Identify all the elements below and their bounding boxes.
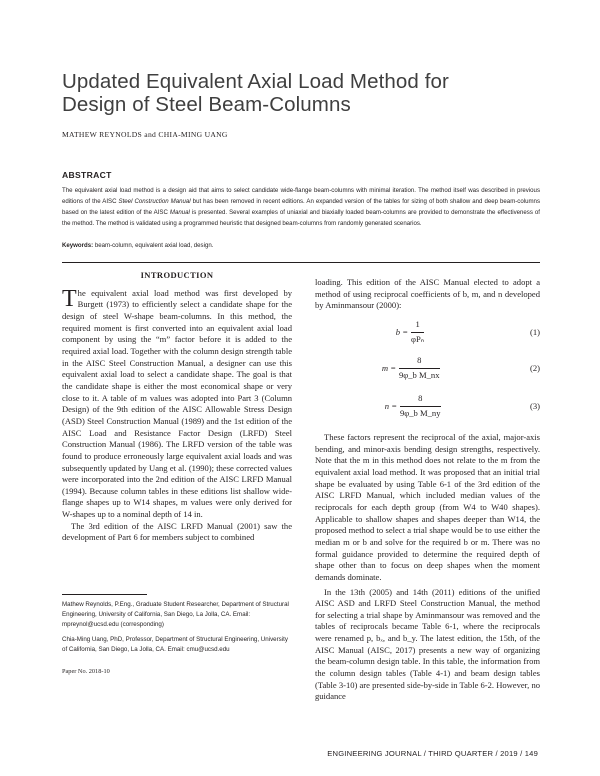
- right-paragraph-3: In the 13th (2005) and 14th (2011) editions of the unified AISC ASD and LRFD Steel Construction Manual, the method for selecting a trial shape by Aminmansour was removed and the tables of reciprocals became Table 6-1, where the reciprocals were renamed p, bₓ, and b_y. The latest edition, the 15th, of the AISC Manual (AISC, 2017) presents a new way of organizing the beam-column design table. In this table, the information from the column design tables (Table 4-1) and beam design tables (Table 3-10) are presented side-by-side in Table 6-2. However, no guidance: [315, 586, 540, 702]
- eq1-fraction: [411, 319, 424, 345]
- intro-paragraph-2: The 3rd edition of the AISC LRFD Manual (2001) saw the development of Part 6 for members subject to combined: [62, 520, 292, 543]
- eq1-number: (1): [529, 326, 540, 337]
- abstract-part-b: but has been removed in recent editions. An expanded version of the tables for sizing of both shallow and deep beam-columns based on the latest edition of the AISC: [62, 198, 540, 216]
- eq2-fraction: [399, 355, 440, 381]
- equation-2: [315, 354, 540, 386]
- keywords-label: Keywords:: [62, 242, 94, 249]
- eq3-lhs: n =: [384, 400, 397, 411]
- abstract-italic-1: Steel Construction Manual: [118, 198, 191, 205]
- right-paragraph-1: loading. This edition of the AISC Manual elected to adopt a method of using reciprocal coefficients of b, m, and n developed by Aminmansour (2000):: [315, 277, 540, 311]
- intro-paragraph-1: [62, 285, 292, 521]
- keywords-text: beam-column, equivalent axial load, design.: [93, 242, 214, 249]
- introduction-heading: INTRODUCTION: [140, 270, 214, 280]
- equation-3: [315, 392, 540, 424]
- author-list: MATHEW REYNOLDS and CHIA-MING UANG: [62, 130, 228, 139]
- right-column: [315, 277, 540, 703]
- eq2-numerator: 8: [399, 355, 440, 369]
- left-column: [62, 270, 292, 544]
- eq1-denominator: φPₙ: [411, 333, 425, 344]
- eq3-numerator: 8: [400, 393, 441, 407]
- eq2-lhs: m =: [381, 362, 396, 373]
- drop-cap: T: [62, 285, 77, 312]
- eq2-denominator: 9φ_b M_nx: [399, 369, 440, 380]
- equation-1: [315, 318, 540, 350]
- eq3-fraction: [400, 393, 441, 419]
- abstract-italic-2: Manual: [169, 209, 190, 216]
- paper-title: [62, 70, 542, 116]
- abstract-text: [62, 185, 540, 229]
- eq1-numerator: 1: [411, 319, 424, 333]
- section-divider: [62, 262, 540, 263]
- journal-footer: ENGINEERING JOURNAL / THIRD QUARTER / 2019 / 149: [327, 749, 538, 758]
- abstract-part-a: The equivalent axial load method is a design aid that aims to select candidate wide-flange beam-columns with minimal iteration. The method itself was described in previous editions of the AISC: [62, 187, 540, 205]
- eq1-lhs: b =: [395, 326, 408, 337]
- eq2-number: (2): [529, 362, 540, 373]
- intro-paragraph-1-text: he equivalent axial load method was first developed by Burgett (1973) to efficiently select a candidate shape for the design of steel W-shape beam-columns. In this method, the required moment is first converted into an equivalent axial load component by using the “m” factor before it is added to the required axial load. Together with the column design strength table in the AISC Steel Construction Manual, a designer can use this equivalent axial load to select a candidate shape. The goal is that the candidate shape is either the most economical shape or very close to it. A table of m values was adopted into Part 3 (Column Design) of the 9th edition of the AISC Allowable Stress Design (ASD) Steel Construction Manual (1989) and the 1st edition of the AISC Load and Resistance Factor Design (LRFD) Steel Construction Manual (1986). The LRFD version of the table was found to produce erroneously large equivalent axial loads and was subsequently updated by Uang et al. (1990); these corrected values were incorporated into the 2nd edition of the AISC LRFD Manual (1994). Because column tables in these editions list shallow wide-flange shapes up to W14 shapes, m values were only derived for W-shapes up to a nominal depth of 14 in.: [62, 287, 292, 520]
- title-line-2: Design of Steel Beam-Columns: [62, 93, 351, 116]
- abstract-part-c: is presented. Several examples of uniaxial and biaxially loaded beam-columns are provided to demonstrate the effectiveness of the method. The method is validated using a programmed heuristic that designed beam-columns from randomly generated scenarios.: [62, 209, 540, 227]
- right-paragraph-2: These factors represent the reciprocal of the axial, major-axis bending, and minor-axis bending design strengths, respectively. Note that the m in this method does not relate to the m from the equivalent axial load method. It was proposed that an initial trial shape be evaluated by using Table 6-1 of the 3rd edition of the AISC LRFD Manual, which included median values of the reciprocals for each depth group (from W4 to W40 shapes). Applicable to shallow shapes and shapes deeper than W14, the proposed method to select a trial shape would be to use either the median m or b and solve for the required b or m. There was no formal guidance provided to determine the required depth of shape other than to focus on deep shapes when the moment demands dominate.: [315, 431, 540, 582]
- footnote-divider: [62, 594, 147, 595]
- abstract-heading: ABSTRACT: [62, 170, 112, 180]
- footnotes: [62, 600, 294, 660]
- eq3-number: (3): [529, 400, 540, 411]
- paper-number: Paper No. 2018-10: [62, 668, 110, 675]
- footnote-author-1: Mathew Reynolds, P.Eng., Graduate Student Researcher, Department of Structural Engineering, University of California, San Diego, La Jolla, CA. Email: mpreynol@ucsd.edu (corresponding): [62, 601, 289, 628]
- eq3-denominator: 9φ_b M_ny: [400, 407, 441, 418]
- title-line-1: Updated Equivalent Axial Load Method for: [62, 70, 449, 93]
- keywords-line: [62, 242, 213, 249]
- footnote-author-2: Chia-Ming Uang, PhD, Professor, Department of Structural Engineering, University of California, San Diego, La Jolla, CA. Email: cmu@ucsd.edu: [62, 636, 288, 653]
